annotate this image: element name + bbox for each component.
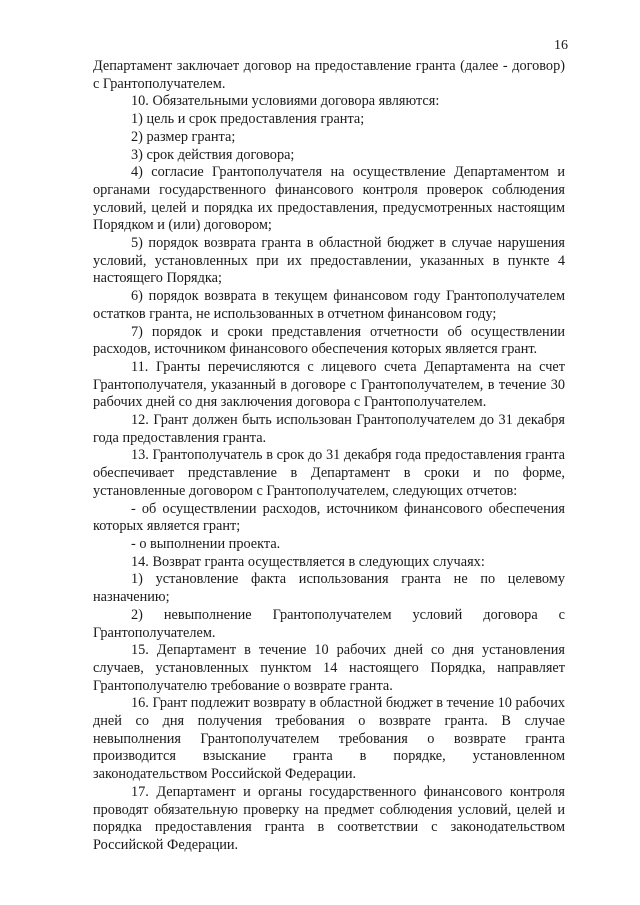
paragraph-14: 14. Возврат гранта осуществляется в следующих случаях: [131,553,485,570]
paragraph-11: 11. Гранты перечисляются с лицевого счета Департамента на счет Грантополучателя, указанный в договоре с Грантополучателем, в течение 30 рабочих дней со дня заключения договора с Грантополучателем. [93,358,565,411]
page-number: 16 [554,38,568,53]
list-item-10-4: 4) согласие Грантополучателя на осуществление Департаментом и органами государственного финансового контроля проверок соблюдения условий, целей и порядка их предоставления, предусмотренных настоящим Порядком и (или) договором; [93,164,565,234]
list-item-13-1: - об осуществлении расходов, источником финансового обеспечения которых является грант; [93,500,565,535]
paragraph-13: 13. Грантополучатель в срок до 31 декабря года предоставления гранта обеспечивает представление в Департамент в сроки и по форме, установленные договором с Грантополучателем, следующих отчетов: [93,447,565,499]
paragraph-12: 12. Грант должен быть использован Грантополучателем до 31 декабря года предоставления гранта. [93,412,565,446]
list-item-10-2: 2) размер гранта; [131,128,236,145]
list-item-10-1: 1) цель и срок предоставления гранта; [131,111,365,128]
document-body [93,58,565,855]
paragraph-10: 10. Обязательными условиями договора являются: [131,93,440,110]
list-item-10-5: 5) порядок возврата гранта в областной бюджет в случае нарушения условий, установленных при их предоставлении, указанных в пункте 4 настоящего Порядка; [93,235,565,287]
list-item-10-3: 3) срок действия договора; [131,146,295,163]
list-item-14-2: 2) невыполнение Грантополучателем условий договора с Грантополучателем. [93,606,565,641]
paragraph-15: 15. Департамент в течение 10 рабочих дней со дня установления случаев, установленных пунктом 14 настоящего Порядка, направляет Грантополучателю требование о возврате гранта. [93,642,565,694]
paragraph-17: 17. Департамент и органы государственного финансового контроля проводят обязательную проверку на предмет соблюдения условий, целей и порядка предоставления гранта в соответствии с законодательством Российской Федерации. [93,783,565,853]
list-item-10-7: 7) порядок и сроки представления отчетности об осуществлении расходов, источником финансового обеспечения которых является грант. [93,323,565,358]
paragraph-16: 16. Грант подлежит возврату в областной бюджет в течение 10 рабочих дней со дня получения требования о возврате гранта. В случае невыполнения Грантополучателем требования о возврате гранта производится взыскание гранта в порядке, установленном законодательством Российской Федерации. [93,695,565,783]
list-item-14-1: 1) установление факта использования гранта не по целевому назначению; [93,571,565,606]
list-item-10-6: 6) порядок возврата в текущем финансовом году Грантополучателем остатков гранта, не использованных в отчетном финансовом году; [93,288,565,322]
list-item-13-2: - о выполнении проекта. [131,535,281,552]
paragraph-contract-intro: Департамент заключает договор на предоставление гранта (далее - договор) с Грантополучателем. [93,58,565,92]
